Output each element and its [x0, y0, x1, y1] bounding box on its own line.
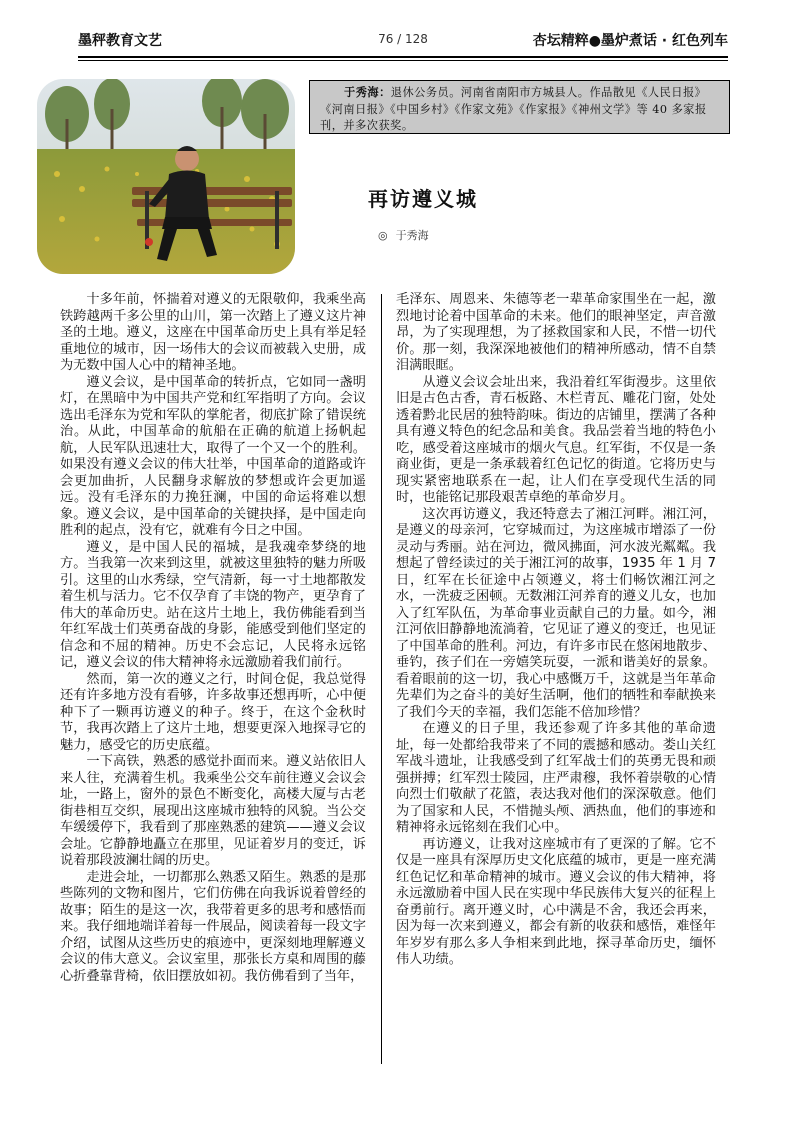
- author-bio-text: 退休公务员。河南省南阳市方城县人。作品散见《人民日报》《河南日报》《中国乡村》《作家文苑》《作家报》《神州文学》等 40 多家报刊，并多次获奖。: [320, 86, 707, 132]
- header-rule-thin: [78, 60, 728, 61]
- page-header: [78, 24, 728, 54]
- author-bio-name: 于秀海：: [344, 85, 391, 99]
- byline-mark: ◎: [378, 229, 388, 242]
- article-column-right: [396, 292, 716, 969]
- paragraph: 遵义，是中国人民的福城，是我魂牵梦绕的地方。当我第一次来到这里，就被这里独特的魅力所吸引。这里的山水秀绿，空气清新，每一寸土地都散发着生机与活力。它不仅孕育了丰饶的物产，更孕育了伟大的革命历史。站在这片土地上，我仿佛能看到当年红军战士们英勇奋战的身影，能感受到他们坚定的信念和不屈的精神。历史不会忘记，人民将永远铭记，遵义会议的伟大精神将永远激励着我们前行。: [60, 539, 366, 670]
- article-byline: [378, 227, 429, 243]
- paragraph: 从遵义会议会址出来，我沿着红军街漫步。这里依旧是古色古香，青石板路、木栏青瓦、雕花门窗，处处透着黔北民居的独特韵味。街边的店铺里，摆满了各种具有遵义特色的纪念品和美食。我品尝着当地的特色小吃，感受着这座城市的烟火气息。红军街，不仅是一条商业街，更是一条承载着红色记忆的街道。它将历史与现实紧密地联系在一起，让人们在享受现代生活的同时，也能铭记那段艰苦卓绝的革命岁月。: [396, 374, 716, 505]
- article-author: 于秀海: [395, 229, 429, 242]
- paragraph: 十多年前，怀揣着对遵义的无限敬仰，我乘坐高铁跨越两千多公里的山川，第一次踏上了遵义这片神圣的土地。遵义，这座在中国革命历史上具有举足轻重地位的城市，因一场伟大的会议而被载入史册，成为无数中国人心中的精神圣地。: [60, 292, 366, 373]
- column-divider: [381, 294, 382, 1064]
- paragraph: 走进会址，一切都那么熟悉又陌生。熟悉的是那些陈列的文物和图片，它们仿佛在向我诉说着曾经的故事；陌生的是这一次，我带着更多的思考和感悟而来。我仔细地端详着每一件展品，阅读着每一段文字介绍，试图从这些历史的痕迹中，更深刻地理解遵义会议的伟大意义。会议室里，那张长方桌和周围的藤心折叠靠背椅，依旧摆放如初。我仿佛看到了当年，: [60, 869, 366, 984]
- page-number: 76 / 128: [378, 32, 428, 46]
- paragraph: 毛泽东、周恩来、朱德等老一辈革命家围坐在一起，激烈地讨论着中国革命的未来。他们的眼神坚定，声音激昂，为了实现理想，为了拯救国家和人民，不惜一切代价。那一刻，我深深地被他们的精神所感动，情不自禁泪满眼眶。: [396, 292, 716, 373]
- header-rule-thick: [78, 56, 728, 58]
- paragraph: 然而，第一次的遵义之行，时间仓促，我总觉得还有许多地方没有看够，许多故事还想再听，心中便种下了一颗再访遵义的种子。终于，在这个金秋时节，我再次踏上了这片土地，想要更深入地探寻它的魅力，感受它的历史底蕴。: [60, 671, 366, 753]
- paragraph: 这次再访遵义，我还特意去了湘江河畔。湘江河，是遵义的母亲河，它穿城而过，为这座城市增添了一份灵动与秀丽。站在河边，微风拂面，河水波光粼粼。我想起了曾经读过的关于湘江河的故事，1935 年 1 月 7 日，红军在长征途中占领遵义，将士们畅饮湘江河之水，一洗疲乏困顿。无数湘江河养育的遵义儿女，也加入了红军队伍，为革命事业贡献自己的力量。如今，湘江河依旧静静地流淌着，它见证了遵义的变迁，也见证了中国革命的胜利。河边，有许多市民在悠闲地散步、垂钓，孩子们在一旁嬉笑玩耍，一派和谐美好的景象。看着眼前的这一切，我心中感慨万千，这就是当年革命先辈们为之奋斗的美好生活啊，他们的牺牲和奉献换来了我们今天的幸福，我们怎能不倍加珍惜？: [396, 506, 716, 720]
- author-bio-box: [309, 80, 730, 134]
- paragraph: 在遵义的日子里，我还参观了许多其他的革命遗址，每一处都给我带来了不同的震撼和感动。娄山关红军战斗遗址，让我感受到了红军战士们的英勇无畏和顽强拼搏；红军烈士陵园，庄严肃穆，我怀着崇敬的心情向烈士们敬献了花篮，表达我对他们的深深敬意。他们为了国家和人民，不惜抛头颅、洒热血，他们的事迹和精神将永远铭刻在我们心中。: [396, 721, 716, 835]
- header-section-name: 杏坛精粹●墨炉煮话 · 红色列车: [532, 33, 728, 49]
- article-title: 再访遵义城: [368, 187, 478, 211]
- paragraph: 一下高铁，熟悉的感觉扑面而来。遵义站依旧人来人往，充满着生机。我乘坐公交车前往遵义会议会址，一路上，窗外的景色不断变化，高楼大厦与古老街巷相互交织，展现出这座城市独特的风貌。当公交车缓缓停下，我看到了那座熟悉的建筑——遵义会议会址。它静静地矗立在那里，见证着岁月的变迁，诉说着那段波澜壮阔的历史。: [60, 754, 366, 868]
- header-magazine-name: 墨秤教育文艺: [78, 33, 162, 49]
- paragraph: 再访遵义，让我对这座城市有了更深的了解。它不仅是一座具有深厚历史文化底蕴的城市，更是一座充满红色记忆和革命精神的城市。遵义会议的伟大精神，将永远激励着中国人民在实现中华民族伟大复兴的征程上奋勇前行。离开遵义时，心中满是不舍，我还会再来，因为每一次来到遵义，都会有新的收获和感悟，难怪年年岁岁有那么多人争相来到此地，探寻革命历史，缅怀伟人功绩。: [396, 836, 716, 967]
- paragraph: 遵义会议，是中国革命的转折点，它如同一盏明灯，在黑暗中为中国共产党和红军指明了方向。会议选出毛泽东为党和军队的掌舵者，彻底扩除了错误统治。从此，中国革命的航船在正确的航道上扬帆起航，人民军队迅速壮大，取得了一个又一个的胜利。如果没有遵义会议的伟大壮举，中国革命的道路或许会更加曲折，人民翻身求解放的梦想或许会更加遥远。没有毛泽东的力挽狂澜，中国的命运将难以想象。遵义会议，是中国革命的关键抉择，是中国走向胜利的起点，没有它，就难有今日之中国。: [60, 374, 366, 538]
- article-column-left: [60, 292, 366, 985]
- author-photo: [37, 79, 295, 274]
